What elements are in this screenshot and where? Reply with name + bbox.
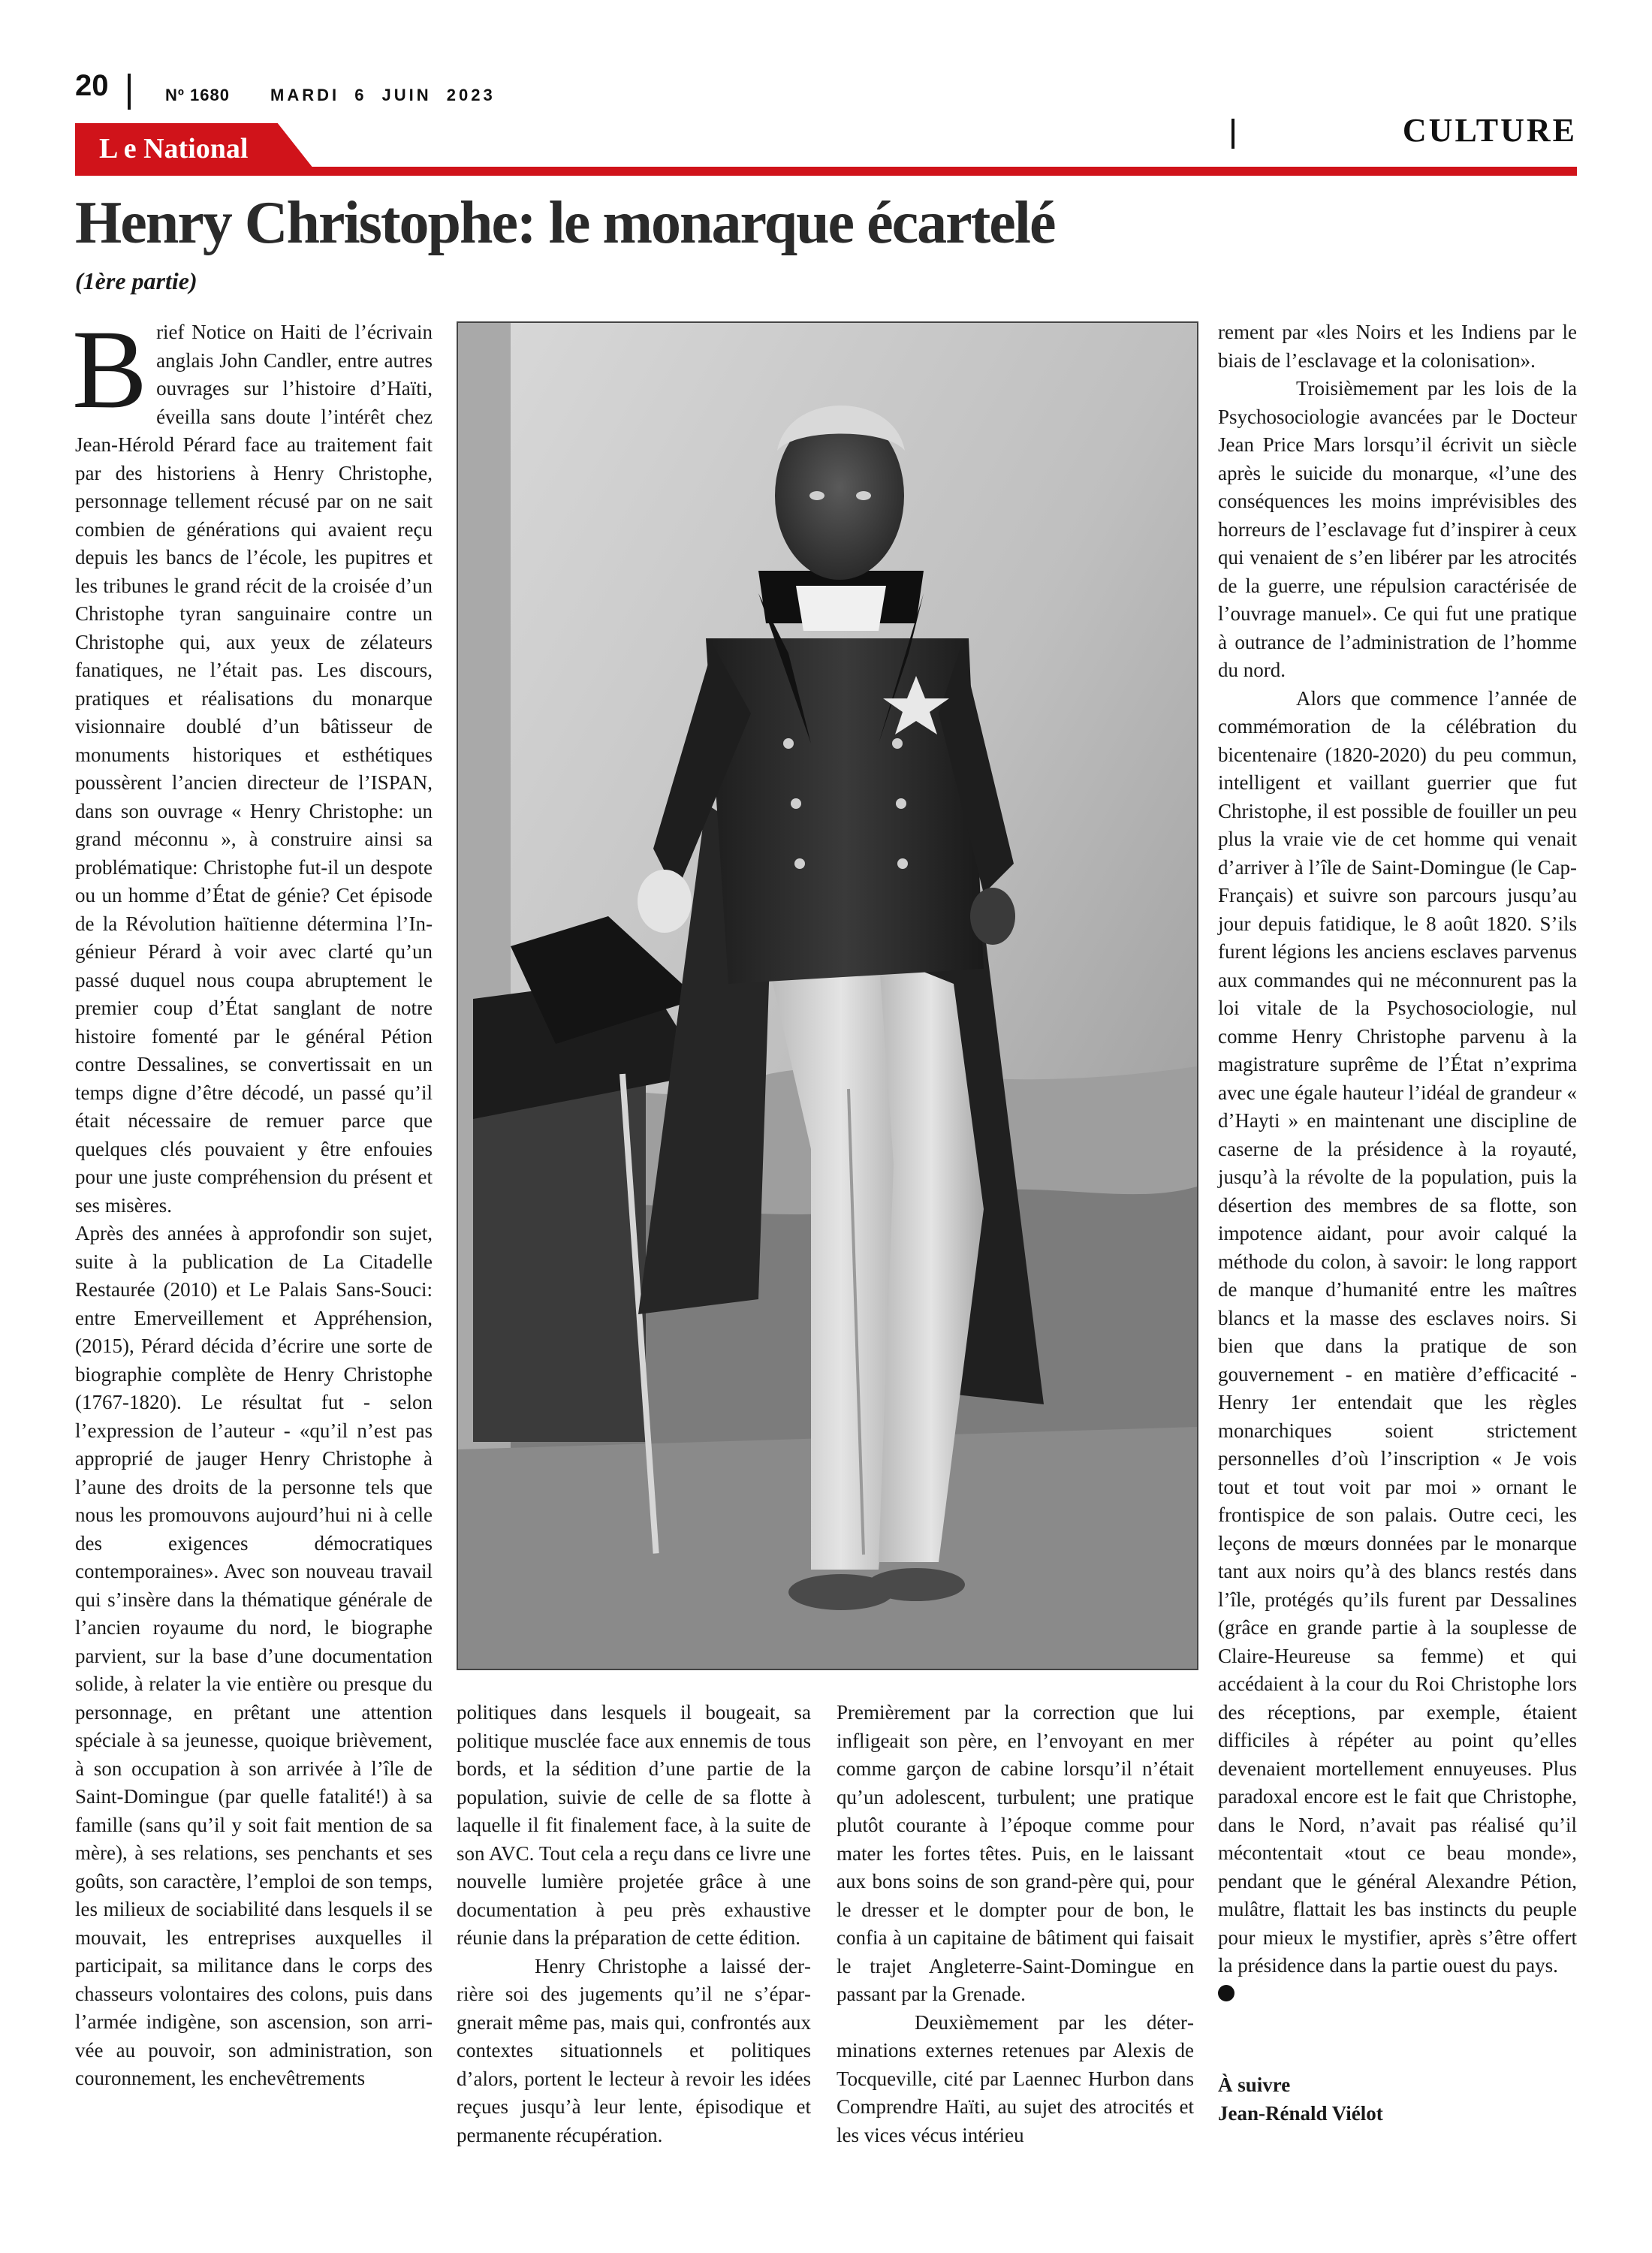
article-column-2	[457, 1699, 811, 2149]
article-kicker: (1ère partie)	[75, 267, 197, 294]
continuation-note: À suivre	[1218, 2074, 1291, 2096]
article-title: Henry Christophe: le monarque écartelé	[75, 190, 1055, 256]
author-name: Jean-Rénald Viélot	[1218, 2101, 1383, 2125]
paragraph: Alors que commence l’année de commémoration de la célébration du bicentenaire (1820-2020) du peu commun, intelligent et vaillant guerrier que fut Christophe, il est possible de fouiller un peu plus la vraie vie de cet homme qui venait d’arriver à l’île de Saint-Domingue (le Cap-Français) et suivre son parcours jusqu’au jour depuis fatidique, le 8 août 1820. S’ils furent légions les anciens esclaves parvenus aux commandes qui ne méconnurent pas la loi vitale de la Psychosociologie, nul comme Henry Christophe parvenu à la magistrature suprême de l’État n’exprima avec une égale hauteur l’idéal de grandeur « d’Hayti » en maintenant une discipline de caserne de la présidence à la royauté, jusqu’à la révolte de la population, puis la désertion des membres de sa flotte, son impotence aidant, pour avoir calqué la méthode du colon, à savoir: le long rapport de manque d’humanité entre les maîtres blancs et la masse des esclaves noirs. Si bien que dans la pratique de son gouvernement - en matière d’efficacité - Henry 1er entendait que les règles monarchiques soient strictement personnelles d’où l’inscription « Je vois tout et tout voit par moi » ornant le frontispice de son palais. Outre ceci, les leçons de mœurs données par le monarque tant aux noirs qu’à des blancs restés dans l’île, protégés qu’ils furent par Dessalines (grâce en grande partie à la souplesse de Claire-Heureuse sa femme) et qui accédaient à la cour du Roi Christophe lors des réceptions, par exemple, étaient difficiles à répéter au point qu’elles devenaient mortellement ennuyeuses. Plus paradoxal encore est le fait que Christophe, dans le Nord, n’avait pas réalisé qu’il mécontentait «tout ce beau monde», pendant que le général Alexandre Pétion, mulâtre, flattait les bas instincts du peuple pour mieux le mystifier, après s’être offert la présidence dans la partie ouest du pays.	[1218, 686, 1577, 1977]
paragraph: rement par «les Noirs et les Indiens par le biais de l’esclavage et la colonisation».	[1218, 321, 1577, 372]
issue-number: Nº 1680	[165, 86, 230, 104]
dropcap: B	[72, 307, 148, 432]
lead-paragraph	[72, 307, 433, 1220]
header-divider	[128, 74, 131, 110]
paragraph: Après des années à approfondir son sujet, suite à la publication de La Citadelle Restaurée (2010) et Le Palais Sans-Souci: entre Emerveillement et Appréhension, (2015), Pérard décida d’écrire une sorte de biographie complète de Henry Christophe (1767-1820). Le résultat fut - selon l’expression de l’auteur - «qu’il n’est pas approprié de jauger Henry Christophe à l’aune des droits de la personne tels que nous les promouvons aujourd’hui ni à celle des exigences démocratiques contemporaines». Avec son nouveau travail qui s’insère dans la thématique générale de l’ancien royaume du nord, le biographe parvient, sur la base d’une documentation solide, à relater la vie entière ou presque du personnage, en prêtant une attention spéciale à sa jeunesse, quoique brièvement, à son occupation à son arrivée à l’île de Saint-Domingue (par quelle fatalité!) à sa famille (sans qu’il y soit fait mention de sa mère), à ses relations, ses penchants et ses goûts, son caractère, l’emploi de son temps, les milieux de sociabilité dans lesquels il se mouvait, les entreprises auxquelles il participait, sa militance dans le corps des chasseurs volontaires des colons, puis dans l’armée indigène, son ascension, son arrivée au pouvoir, son administration, son couronnement, les enchevêtrements	[75, 1222, 433, 2089]
issue-date: MARDI 6 JUIN 2023	[270, 86, 496, 104]
section-label: CULTURE	[1402, 112, 1577, 149]
header-rule	[75, 167, 1577, 176]
lead-paragraph-text: rief Notice on Haiti de l’écrivain anglais John Candler, entre autres ouvrages sur l’histoire d’Haïti, éveilla sans doute l’intérêt chez Jean-Hérold Pérard face au traitement fait par des historiens à Henry Christophe, personnage tellement récusé par on ne sait combien de générations qui avaient reçu depuis les bancs de l’école, les pupitres et les tribunes le grand récit de la croisée d’un Christophe tyran sanguinaire contre un Christophe qui, aux yeux de zélateurs fanatiques, ne l’était pas. Les discours, pratiques et réalisations du monarque visionnaire doublé d’un bâtisseur de monuments historiques et esthétiques poussèrent l’ancien directeur de l’ISPAN, dans son ouvrage « Henry Christophe: un grand méconnu », à construire ainsi sa problématique: Christophe fut-il un despote ou un homme d’État de génie? Cet épisode de la Révolution haïtienne détermina l’Ingénieur Pérard à voir avec clarté qu’un passé duquel nous coupa abruptement le premier coup d’État sanglant de notre histoire fomenté par le général Pétion contre Dessalines, se convertissait en un temps digne d’être décodé, un passé qu’il était nécessaire de remuer parce que quelques clés pouvaient y être enfouies pour une juste compréhension du présent et ses misères.	[75, 321, 433, 1217]
page-number: 20	[75, 69, 109, 102]
article-column-3	[837, 1699, 1194, 2149]
article-column-1	[72, 307, 433, 2093]
portrait-image	[457, 321, 1198, 1670]
newspaper-brand: L e National	[99, 133, 249, 164]
portrait-illustration	[458, 323, 1197, 1669]
paragraph: Henry Christophe a laissé derrière soi des jugements qu’il ne s’épargnerait même pas, mais qui, confrontés aux contextes situationnels et politiques d’alors, portent le lecteur à revoir les idées reçues jusqu’à leur lente, épisodique et permanente récupération.	[457, 1954, 811, 2146]
paragraph: Deuxièmement par les déterminations externes retenues par Alexis de Tocqueville, cité par Laennec Hurbon dans Comprendre Haïti, au sujet des atrocités et les vices vécus intérieu	[837, 2010, 1194, 2146]
paragraph: Premièrement par la correction que lui infligeait son père, en l’envoyant en mer comme garçon de cabine lorsqu’il n’était qu’un adolescent, turbulent; une pratique plutôt courante à l’époque comme pour mater les fortes têtes. Puis, en le laissant aux bons soins de son grand-père qui, pour le dresser et le dompter pour de bon, le confia à un capitaine de bâtiment qui faisait le trajet Angleterre-Saint-Domingue en passant par la Grenade.	[837, 1701, 1194, 2005]
section-divider	[1231, 119, 1234, 149]
article-signoff	[1218, 2071, 1577, 2128]
paragraph: politiques dans lesquels il bougeait, sa politique musclée face aux ennemis de tous bords, et la sédition d’une partie de la population, suivie de celle de sa flotte à laquelle il fit finalement face, à la suite de son AVC. Tout cela a reçu dans ce livre une nouvelle lumière projetée grâce à une documentation à peu près exhaustive réunie dans la préparation de cette édition.	[457, 1701, 811, 1949]
hexagon-end-mark-icon	[1218, 1985, 1234, 2001]
paragraph: Troisièmement par les lois de la Psychosociologie avancées par le Docteur Jean Price Mars lorsqu’il écrivit un siècle après le suicide du monarque, «l’une des conséquences les moins imprévisibles des horreurs de l’esclavage fut d’inspirer à ceux qui venaient de s’en libérer par les atrocités de la guerre, une répulsion caractérisée de l’ouvrage manuel». Ce qui fut une pratique à outrance de l’administration de l’homme du nord.	[1218, 377, 1577, 681]
article-column-4	[1218, 318, 1577, 2009]
